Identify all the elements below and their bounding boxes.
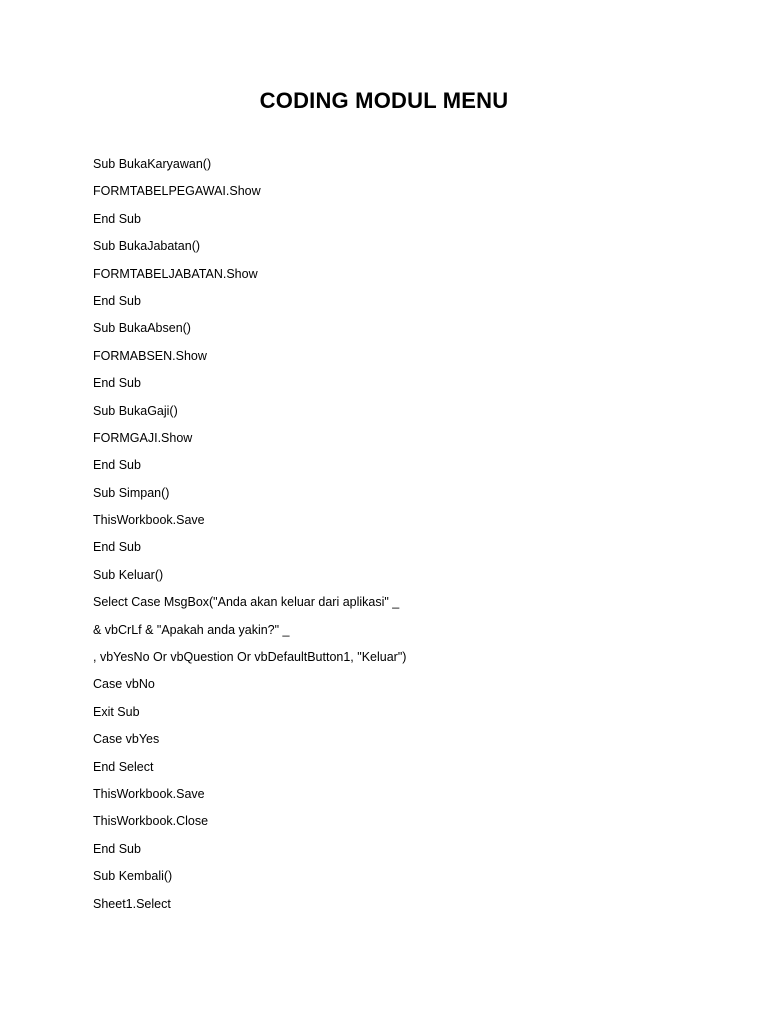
code-line: Select Case MsgBox("Anda akan keluar dari aplikasi" _ <box>93 595 400 610</box>
code-line: End Sub <box>93 211 141 226</box>
code-listing <box>93 154 406 921</box>
code-line: FORMTABELPEGAWAI.Show <box>93 184 261 199</box>
code-line: End Sub <box>93 293 141 308</box>
code-line: ThisWorkbook.Close <box>93 814 209 829</box>
code-line: Sub BukaJabatan() <box>93 239 201 254</box>
code-line: Sub BukaAbsen() <box>93 321 191 336</box>
code-line: End Sub <box>93 376 141 391</box>
code-line: End Sub <box>93 540 141 555</box>
code-line: Case vbYes <box>93 732 160 747</box>
code-line: ThisWorkbook.Save <box>93 513 205 528</box>
code-line: ThisWorkbook.Save <box>93 786 205 801</box>
code-line: Sub Simpan() <box>93 485 170 500</box>
code-line: , vbYesNo Or vbQuestion Or vbDefaultButton1, "Keluar") <box>93 650 407 665</box>
code-line: End Sub <box>93 458 141 473</box>
code-line: Case vbNo <box>93 677 155 692</box>
code-line: Sub BukaKaryawan() <box>93 157 212 171</box>
code-line: FORMABSEN.Show <box>93 348 207 363</box>
code-line: FORMTABELJABATAN.Show <box>93 266 258 281</box>
code-line: End Sub <box>93 841 141 856</box>
code-line: Sub BukaGaji() <box>93 403 178 418</box>
page-title: CODING MODUL MENU <box>259 88 509 113</box>
code-line: Exit Sub <box>93 704 140 719</box>
code-line: Sheet1.Select <box>93 896 171 911</box>
code-line: & vbCrLf & "Apakah anda yakin?" _ <box>93 622 290 637</box>
code-line: Sub Kembali() <box>93 869 173 884</box>
code-line: FORMGAJI.Show <box>93 430 193 445</box>
code-line: End Select <box>93 759 154 774</box>
code-line: Sub Keluar() <box>93 567 164 582</box>
